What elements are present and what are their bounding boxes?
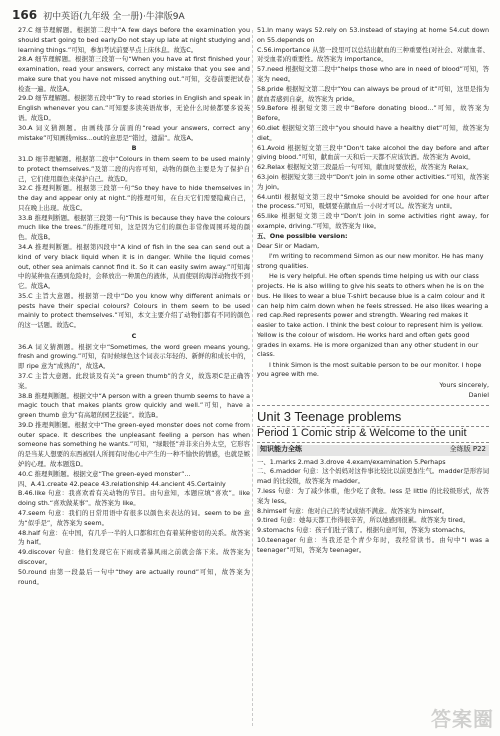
book-title: 初中英语(九年级 全一册)·牛津版9A xyxy=(43,11,185,22)
answer-paragraph: 64.until 根据短文第三段中“Smoke should be avoided for one hour after the process.”可知，吸烟要在献血后一小时才可以。故答案为 until。 xyxy=(257,192,489,211)
page-header xyxy=(12,6,488,24)
section-label: 知识能力全练 xyxy=(260,445,302,454)
answer-paragraph: 一、1.marks 2.mad 3.drove 4.exam/examination 5.Perhaps xyxy=(257,457,446,466)
answer-paragraph: 50.round 由第一段最后一句中“they are actually round”可知，故答案为 round。 xyxy=(18,567,250,586)
writing-paragraph: He is very helpful. He often spends time helping us with our class projects. He is also willing to give his seats to others when he is on the bus. He likes to wear a blue T-shirt because blue is a calm colour and it can help him calm down when he feels stressed. He also likes wearing a red cap.Red represents power and strength. Wearing red makes it easier to take action. I think the best colour to represent him is yellow. Yellow is the colour of wisdom. He works hard and often gets good grades in exams. He is more organized than any other student in our class. xyxy=(257,272,489,359)
answer-paragraph: 61.Avoid 根据短文第三段中“Don't take alcohol the day before and after giving blood.”可知，献血前一天和后一天都不应该饮酒。故答案为 Avoid。 xyxy=(257,143,489,162)
answer-paragraph: 27.C 细节理解题。根据第二段中“A few days before the examination you should start going to bed early.Do not stay up late at night studying and learning things.”可知，参加考试前要早点上床休息。故选C。 xyxy=(18,26,250,54)
answer-paragraph: 7.less 句意：为了减少体重，他少吃了食物。less 是 little 的比较级形式，故答案为 less。 xyxy=(257,486,489,505)
answer-paragraph: 58.pride 根据短文第二段中“You can always be proud of it”可知，这里是指为献血者感到自豪，故答案为 pride。 xyxy=(257,84,489,103)
answer-paragraph: 57.need 根据短文第二段中“helps those who are in need of blood”可知，答案为 need。 xyxy=(257,65,489,83)
unit-heading xyxy=(257,405,489,427)
answer-paragraph: C.56.importance 从第一段里可以总结出献血的三种重要性(对社会、对献血者、对受血者)的重要性。故答案为 importance。 xyxy=(257,45,489,64)
writing-signature: Daniel xyxy=(468,390,489,399)
writing-paragraph: I think Simon is the most suitable person to be our monitor. I hope you agree with me. xyxy=(257,360,482,379)
answer-paragraph: 37.C 主旨大意题。此段谈及有关“a green thumb”的含义，故选项C是正确答案。 xyxy=(18,372,250,390)
answer-paragraph: 28.A 细节理解题。根据第三段第一句“When you have at first finished your examination, read your answers, correct any mistake that you see and make sure that you have not missed anything out.”可知，交卷前要把试卷检查一遍。故选A。 xyxy=(18,55,250,93)
answer-paragraph: 47.seem 句意：我们的日常用语中有很多以颜色来表达的词。seem to be 意为“似乎是”，故答案为 seem。 xyxy=(18,509,250,527)
answer-paragraph: 49.discover 句意：他们发现它在下雨或者暴风雨之前就会落下来。故答案为 discover。 xyxy=(18,548,250,566)
answer-paragraph: 34.A 推理判断题。根据第四段中“A kind of fish in the sea can send out a kind of very black liquid when it is in danger. While the liquid comes out, other sea animals cannot find it. So it can easily swim away.”可知海中的某种鱼在遇到危险时，会释放出一种黑色的液体，从而使别的海洋动物找不到它。故选A。 xyxy=(18,243,250,291)
section-pointer: 全练版 P22 xyxy=(449,445,486,454)
section-letter: B xyxy=(131,144,137,153)
answer-paragraph: 38.B 推理判断题。根据文中“A person with a green thumb seems to have a magic touch that makes plants grow quickly and well.”可知，have a green thumb 意为“有高超的园艺技能”。故选B。 xyxy=(18,391,250,420)
answer-paragraph: 48.half 句意：在中国，有几乎一半的人口都和红色有着某种密切的关系。故答案为 half。 xyxy=(18,528,250,547)
answer-paragraph: 二、6.madder 句意：这个妈妈对这件事比较比以前更加生气。madder是形容词 mad 的比较级，故答案为 madder。 xyxy=(257,467,489,486)
watermark-logo: 答案圈 xyxy=(431,707,494,731)
answer-paragraph: 60.diet 根据短文第三段中“you should have a healthy diet”可知，故答案为 diet。 xyxy=(257,123,489,142)
writing-heading: 五、One possible version: xyxy=(257,231,348,240)
answer-paragraph: 39.D 推理判断题。根据文中“The green-eyed monster does not come from outer space. It describes the unpleasant feeling a person has when someone has something he wants.”可知，“绿眼怪”并非来自外太空，它形容的是当某人想要的东西被别人所拥有时他心中产生的一种不愉快的情感，也就是嫉妒的心理。故本题选D。 xyxy=(18,420,250,468)
answer-paragraph: 10.teenager 句意：当我还是个青少年时，我经常读书。由句中“I was a teenager”可知，答案为 teenager。 xyxy=(257,536,489,554)
answer-paragraph: 29.D 细节理解题。根据第五段中“Try to read stories in English and speak in English whenever you can.”可知要多读英语故事，无论什么时候都要多说英语。故选D。 xyxy=(18,94,250,122)
answer-paragraph: 9.tired 句意：她每天都工作得很辛苦，所以她感到很累。故答案为 tired。 xyxy=(257,516,470,525)
writing-salutation: Dear Sir or Madam, xyxy=(257,242,320,251)
answer-paragraph: 30.A 词义猜测题。由画线部分前面的“read your answers, correct any mistake”可知画线miss...out的意思是“错过，遗漏”。故选A。 xyxy=(18,123,250,142)
answer-paragraph: 9.stomachs 句意：孩子们肚子饿了。根据句意可知，答案为 stomachs。 xyxy=(257,526,470,535)
answer-paragraph: 四、A.41.create 42.peace 43.relationship 44.ancient 45.Certainly xyxy=(18,479,226,488)
right-column xyxy=(257,26,489,556)
writing-closing: Yours sincerely, xyxy=(439,380,489,389)
answer-paragraph: 35.C 主旨大意题。根据第一段中“Do you know why different animals or pests have their special colours? Colours in them seem to be used mainly to protect themselves.”可知，本文主要介绍了动物们都有不同的颜色的这一话题。故选C。 xyxy=(18,291,250,330)
sample-writing xyxy=(257,232,489,401)
section-bar xyxy=(257,445,489,456)
answer-paragraph: 62.Relax 根据短文第三段最后一句可知，献血时要放松，故答案为 Relax。 xyxy=(257,163,473,172)
answer-paragraph: 51.In many ways 52.rely on 53.instead of staying at home 54.cut down on 55.depends on xyxy=(257,26,489,44)
period-title: Period 1 Comic strip & Welcome to the unit xyxy=(257,427,489,443)
answer-paragraph: 59.Before 根据短文第三段中“Before donating blood...”可知，故答案为 Before。 xyxy=(257,104,489,123)
answer-paragraph: 63.join 根据短文第三段中“Don't join in some other activities.”可知，故答案为 join。 xyxy=(257,173,489,191)
column-divider xyxy=(252,30,253,726)
answer-paragraph: 31.D 细节理解题。根据第二段中“Colours in them seem to be used mainly to protect themselves.”及第二段的内容可知，动物的颜色主要是为了保护自己，它们使用颜色来保护自己。故选D。 xyxy=(18,155,250,183)
answer-paragraph: 33.B 推理判断题。根据第三段第一句“This is because they have the colours much like the trees.”的推理可知，这是因为它们的颜色非常像周围环境的颜色。故选B。 xyxy=(18,213,250,242)
answer-paragraph: 32.C 推理判断题。根据第三段第一句“So they have to hide themselves in the day and appear only at night.”的推理可知，在白天它们需要隐藏自己，只在晚上出现。故选C。 xyxy=(18,184,250,212)
unit-title: Unit 3 Teenage problems xyxy=(257,408,402,424)
answer-paragraph: 36.A 词义猜测题。根据文中“Sometimes, the word green means young, fresh and growing.”可知，有时候绿色这个词表示年轻的、新鲜的和成长中的，即 ripe 意为“成熟的”，故选A。 xyxy=(18,342,250,371)
answer-paragraph: 40.C 推理判断题。根据文意“The green-eyed monster”... xyxy=(18,469,191,478)
answer-paragraph: B.46.like 句意：我喜欢看有关动物的节目。由句意知，本题应填“喜欢”。like doing sth.“喜欢做某事”。故答案为 like。 xyxy=(18,489,250,508)
writing-paragraph: I'm writing to recommend Simon as our new monitor. He has many strong qualities. xyxy=(257,252,484,271)
answer-paragraph: 65.like 根据短文第三段中“Don't join in some activities right away, for example, driving.”可知，故答案为 like。 xyxy=(257,212,489,230)
page-number: 166 xyxy=(12,8,38,22)
answer-paragraph: 8.himself 句意：他对自己的考试成绩不满意。故答案为 himself。 xyxy=(257,506,449,515)
section-letter: C xyxy=(131,331,137,340)
left-column xyxy=(18,26,250,587)
